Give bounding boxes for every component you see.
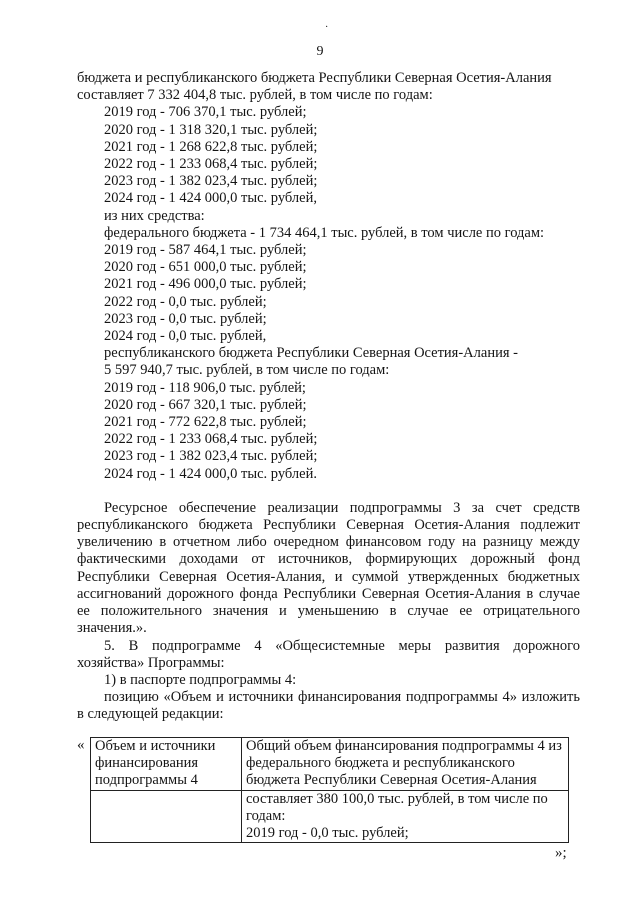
budget-line: 2023 год - 1 382 023,4 тыс. рублей; [104,448,318,465]
table-bottom-text: составляет 380 100,0 тыс. рублей, в том числе по годам: [246,790,548,824]
item-5-paragraph: 5. В подпрограмме 4 «Общесистемные меры развития дорожного хозяйства» Программы: [77,637,580,671]
budget-line: 2024 год - 1 424 000,0 тыс. рублей. [104,465,317,482]
budget-line: 2024 год - 0,0 тыс. рублей, [104,328,267,345]
budget-line: 2020 год - 1 318 320,1 тыс. рублей; [104,121,318,138]
budget-line: 2020 год - 651 000,0 тыс. рублей; [104,259,307,276]
close-quote: »; [555,845,567,861]
table-empty-cell [91,790,242,843]
table-bottom-year: 2019 год - 0,0 тыс. рублей; [246,825,409,842]
table-label-cell: Объем и источники финансирования подпрограммы 4 [91,738,242,791]
budget-line: 2019 год - 587 464,1 тыс. рублей; [104,242,307,259]
budget-line: 2019 год - 706 370,1 тыс. рублей; [104,104,307,121]
budget-line: 2020 год - 667 320,1 тыс. рублей; [104,396,307,413]
budget-line: 2023 год - 0,0 тыс. рублей; [104,310,267,327]
budget-line: 2019 год - 118 906,0 тыс. рублей; [104,379,306,396]
table-top-cell: Общий объем финансирования подпрограммы 4 из федерального бюджета и республиканского бюджета Республики Северная Осетия-Алания [242,738,569,791]
position-paragraph: позицию «Объем и источники финансирования подпрограммы 4» изложить в следующей редакции: [77,689,580,723]
table-bottom-cell [242,790,569,843]
budget-line: 2023 год - 1 382 023,4 тыс. рублей; [104,173,318,190]
budget-line: федерального бюджета - 1 734 464,1 тыс. рублей, в том числе по годам: [104,224,545,241]
budget-line: 2022 год - 1 233 068,4 тыс. рублей; [104,156,318,173]
item-5-1-paragraph: 1) в паспорте подпрограммы 4: [104,671,297,688]
budget-line: бюджета и республиканского бюджета Республики Северная Осетия-Алания [77,70,552,86]
resource-paragraph: Ресурсное обеспечение реализации подпрограммы 3 за счет средств республиканского бюджета Республики Северная Осетия-Алания подлежит увеличению в отчетном либо очередном финансовом году на разницу между фактическими доходами от источников, формирующих дорожный фонд Республики Северная Осетия-Алания, и суммой утвержденных бюджетных ассигнований дорожного фонда Республики Северная Осетия-Алания в случае ее положительного значения и уменьшению в случае ее отрицательного значения.». [77,499,580,637]
budget-line: 2021 год - 772 622,8 тыс. рублей; [104,414,307,431]
budget-line: из них средства: [104,207,205,224]
page-mark: · [325,22,329,33]
budget-line: республиканского бюджета Республики Северная Осетия-Алания - [104,345,518,362]
budget-line: 2024 год - 1 424 000,0 тыс. рублей, [104,190,317,207]
position-table [90,737,569,843]
budget-line: 5 597 940,7 тыс. рублей, в том числе по годам: [104,362,390,379]
open-quote: « [77,737,85,753]
document-body [77,70,580,724]
budget-line: составляет 7 332 404,8 тыс. рублей, в том числе по годам: [77,87,433,104]
budget-line: 2021 год - 496 000,0 тыс. рублей; [104,276,307,293]
page-number: 9 [316,44,324,59]
budget-line: 2022 год - 1 233 068,4 тыс. рублей; [104,431,318,448]
budget-line: 2021 год - 1 268 622,8 тыс. рублей; [104,138,318,155]
budget-line: 2022 год - 0,0 тыс. рублей; [104,293,267,310]
